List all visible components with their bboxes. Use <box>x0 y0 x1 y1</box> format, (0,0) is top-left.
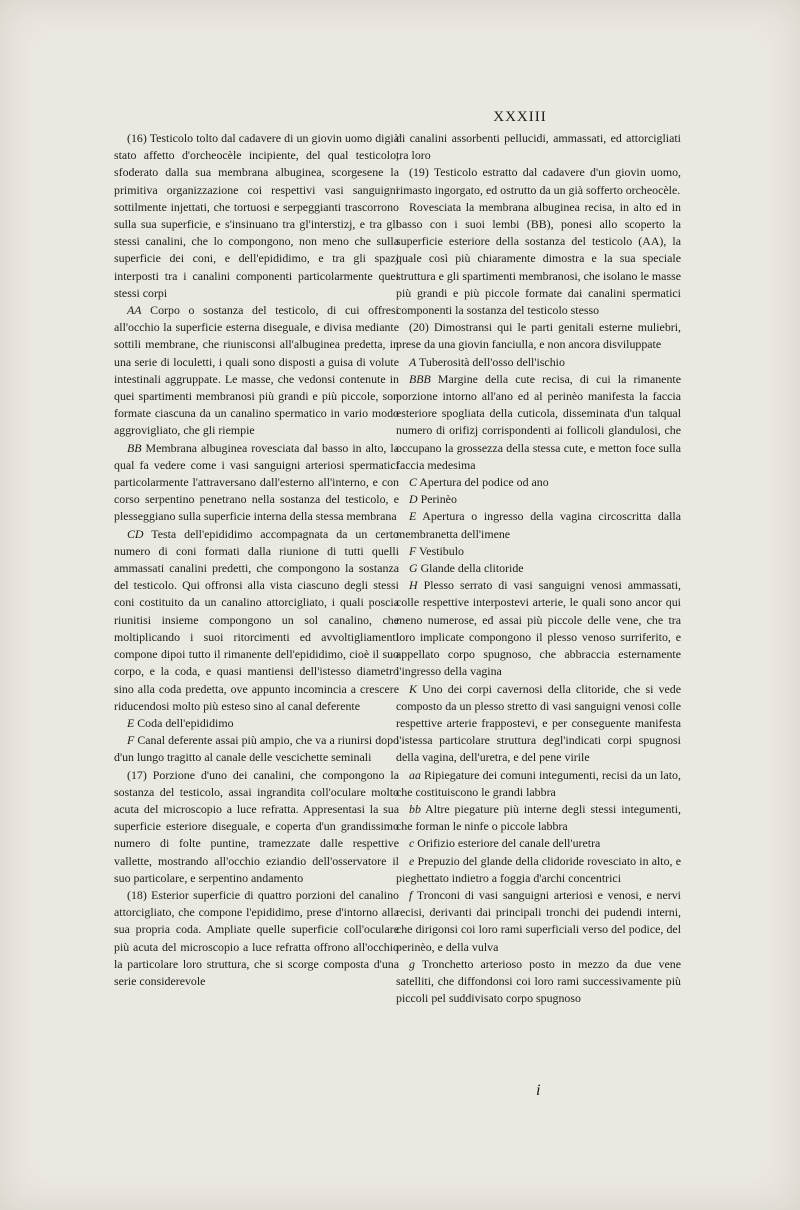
paragraph <box>114 440 399 526</box>
paragraph <box>396 319 681 353</box>
figure-label: bb <box>409 801 421 816</box>
paragraph-text: Glande della clitoride <box>420 561 524 576</box>
figure-label: E <box>409 509 417 524</box>
paragraph <box>396 956 681 1008</box>
paragraph-text: Membrana albuginea rovesciata dal basso in alto, la qual fa vedere come i vasi sanguigni arteriosi spermatici particolarmente l'attraversano dall'esterno all'interno, e con corso serpentino penetrano nella sostanza del testicolo, e plesseggiano sulla superficie interna della stessa membrana <box>114 440 399 524</box>
figure-label: g <box>409 956 415 971</box>
figure-label: D <box>409 492 418 507</box>
left-column <box>114 130 399 990</box>
paragraph <box>396 474 681 491</box>
page-header <box>0 109 800 126</box>
paragraph-text: (20) Dimostransi qui le parti genitali esterne muliebri, prese da una giovin fanciulla, e non ancora disviluppate <box>396 320 681 352</box>
paragraph <box>114 526 399 715</box>
figure-label: e <box>409 853 415 868</box>
figure-label: F <box>127 733 135 748</box>
figure-label: f <box>409 887 413 902</box>
figure-label: CD <box>127 526 144 541</box>
figure-label: BBB <box>409 371 431 386</box>
paragraph-text: Coda dell'epididimo <box>137 715 234 730</box>
paragraph <box>396 354 681 371</box>
paragraph-text: Apertura del podice od ano <box>419 475 549 490</box>
paragraph <box>114 302 399 440</box>
figure-label: c <box>409 836 415 851</box>
paragraph-text: (17) Porzione d'uno dei canalini, che compongono la sostanza del testicolo, assai ingrandita coll'oculare molto acuta del microscopio a luce refratta. Appresentasi la sua superficie esteriore diseguale, e coperta d'un grandissimo numero di folte puntine, tramezzate dalle respettive vallette, mostrando all'occhio eziandio dell'osservatore il suo particolare, e serpentino andamento <box>114 767 399 885</box>
paragraph <box>396 371 681 474</box>
paragraph-text: Orifizio esteriore del canale dell'uretra <box>417 836 601 851</box>
paragraph <box>396 543 681 560</box>
paragraph <box>396 835 681 852</box>
page-number: XXXIII <box>493 109 547 125</box>
signature-mark: i <box>536 1082 541 1099</box>
paragraph-text: Apertura o ingresso della vagina circoscritta dalla membranetta dell'imene <box>396 509 681 541</box>
figure-label: K <box>409 681 417 696</box>
figure-label: aa <box>409 767 421 782</box>
paragraph <box>396 853 681 887</box>
paragraph <box>114 715 399 732</box>
paragraph-text: (19) Testicolo estratto dal cadavere d'un giovin uomo, rimasto ingorgato, ed ostrutto da un già sofferto orcheocèle. <box>396 165 681 197</box>
paragraph-text: Corpo o sostanza del testicolo, di cui offresi all'occhio la superficie esterna diseguale, e divisa mediante sottili membrane, che riunisconsi all'albuginea predetta, in una serie di loculetti, i quali sono disposti a guisa di volute intestinali aggruppate. Le masse, che vedonsi contenute in quei spartimenti membranosi più grandi e più piccole, son formate ciascuna da un canalino spermatico in vario modo aggrovigliato, che gli riempie <box>114 303 399 438</box>
paragraph-text: Prepuzio del glande della clidoride rovesciato in alto, e pieghettato indietro a foggia d'archi concentrici <box>396 853 681 885</box>
paragraph-text: Altre piegature più interne degli stessi integumenti, che forman le ninfe o piccole labbra <box>396 801 681 834</box>
right-column <box>396 130 681 1007</box>
paragraph-text: (18) Esterior superficie di quattro porzioni del canalino attorcigliato, che compone l'epididimo, prese d'intorno alla sua propria coda. Ampliate quelle superficie coll'oculare più acuta del microscopio a luce refratta offrono all'occhio la particolare loro struttura, che si scorge composta d'una serie considerevole <box>114 887 399 988</box>
paragraph-text: Plesso serrato di vasi sanguigni venosi ammassati, colle respettive interpostevi arterie, le quali sono ancor qui meno numerose, ed assai più piccole delle vene, che tra loro implicate compongono il plesso venoso surriferito, e appellato corpo spugnoso, che abbraccia esternamente l'ingresso della vagina <box>396 578 681 679</box>
paragraph <box>396 767 681 801</box>
paragraph-text: Tronchetto arterioso posto in mezzo da due vene satelliti, che diffondonsi coi loro rami successivamente più piccoli pel suddivisato corpo spugnoso <box>396 956 681 1006</box>
paragraph-text: (16) Testicolo tolto dal cadavere di un giovin uomo digià stato affetto d'orcheocèle incipiente, del qual testicolo, sfoderato dalla sua membrana albuginea, scorgesene la primitiva organizzazione coi respettivi vasi sanguigni sottilmente injettati, che tortuosi e serpeggianti trascorrono sulla sua superficie, e s'insinuano tra gl'interstizj, e tra gli stessi canalini, che lo compongono, non meno che sulla superficie dei coni, e dell'epididimo, e tra gli spazj interposti tra i canalini componenti particolarmente quei stessi corpi <box>114 131 399 300</box>
figure-label: C <box>409 475 417 490</box>
paragraph <box>396 801 681 835</box>
paragraph-text: Margine della cute recisa, di cui la rimanente porzione intorno all'ano ed al perinèo manifesta la faccia esteriore spogliata della cuticola, disseminata d'un talqual numero di orifizj corrispondenti ai follicoli glandulosi, che occupano la grossezza della stessa cute, e metton foce sulla faccia medesima <box>396 371 681 472</box>
paragraph-text: Canal deferente assai più ampio, che va a riunirsi dopo d'un lungo tragitto al canale delle vescichette seminali <box>114 733 399 765</box>
paragraph <box>114 732 399 766</box>
figure-label: AA <box>127 303 142 318</box>
paragraph <box>396 164 681 198</box>
figure-label: BB <box>127 440 142 455</box>
figure-label: E <box>127 715 135 730</box>
paragraph-text: Rovesciata la membrana albuginea recisa, in alto ed in basso con i suoi lembi (BB), ponesi allo scoperto la superficie esteriore della sostanza del testicolo (AA), la quale così più chiaramente dimostra e la sua speciale struttura e gli spartimenti membranosi, che isolano le masse più grandi e più piccole formate dai canalini spermatici componenti la sostanza del testicolo stesso <box>396 199 681 318</box>
paragraph-text: Testa dell'epididimo accompagnata da un certo numero di coni formati dalla riunione di tutti quelli ammassati canalini predetti, che compongono la sostanza del testicolo. Qui offronsi alla vista ciascuno degli stessi coni costituito da un canalino attorcigliato, i quali poscia riunitisi insieme compongono un sol canalino, che moltiplicando i suoi ritorcimenti ed avvoltigliamenti compone dipoi tutto il rimanente dell'epididimo, cioè il suo corpo, e la coda, e quasi mantiensi dell'istesso diametro sino alla coda predetta, ove appunto incomincia a crescere riducendosi molto più esteso sino al canal deferente <box>114 526 399 713</box>
paragraph-text: Tuberosità dell'osso dell'ischio <box>419 354 565 369</box>
figure-label: A <box>409 354 417 369</box>
paragraph <box>114 887 399 990</box>
paragraph <box>396 560 681 577</box>
paragraph-text: di canalini assorbenti pellucidi, ammassati, ed attorcigliati tra loro <box>396 131 681 163</box>
figure-label: G <box>409 561 418 576</box>
paragraph <box>396 130 681 164</box>
paragraph-text: Ripiegature dei comuni integumenti, recisi da un lato, che costituiscono le grandi labbra <box>396 767 681 799</box>
paragraph-text: Vestibulo <box>419 543 464 558</box>
paragraph <box>396 491 681 508</box>
paragraph <box>114 767 399 887</box>
paragraph <box>396 681 681 767</box>
figure-label: H <box>409 578 418 593</box>
paragraph-text: Perinèo <box>420 492 457 507</box>
figure-label: F <box>409 543 417 558</box>
paragraph <box>396 508 681 542</box>
paragraph <box>114 130 399 302</box>
paragraph-text: Tronconi di vasi sanguigni arteriosi e venosi, e nervi recisi, derivanti dai principali tronchi dei pudendi interni, che dirigonsi coi loro rami superficiali verso del podice, del perinèo, e della vulva <box>396 887 681 954</box>
paragraph-text: Uno dei corpi cavernosi della clitoride, che si vede composto da un plesso stretto di vasi sanguigni venosi colle respettive arterie frappostevi, e per conseguente manifesta l'istessa particolare struttura degl'indicati corpi spugnosi della vagina, dell'uretra, e del pene virile <box>396 681 681 765</box>
paragraph <box>396 577 681 680</box>
paragraph <box>396 199 681 319</box>
paragraph <box>396 887 681 956</box>
